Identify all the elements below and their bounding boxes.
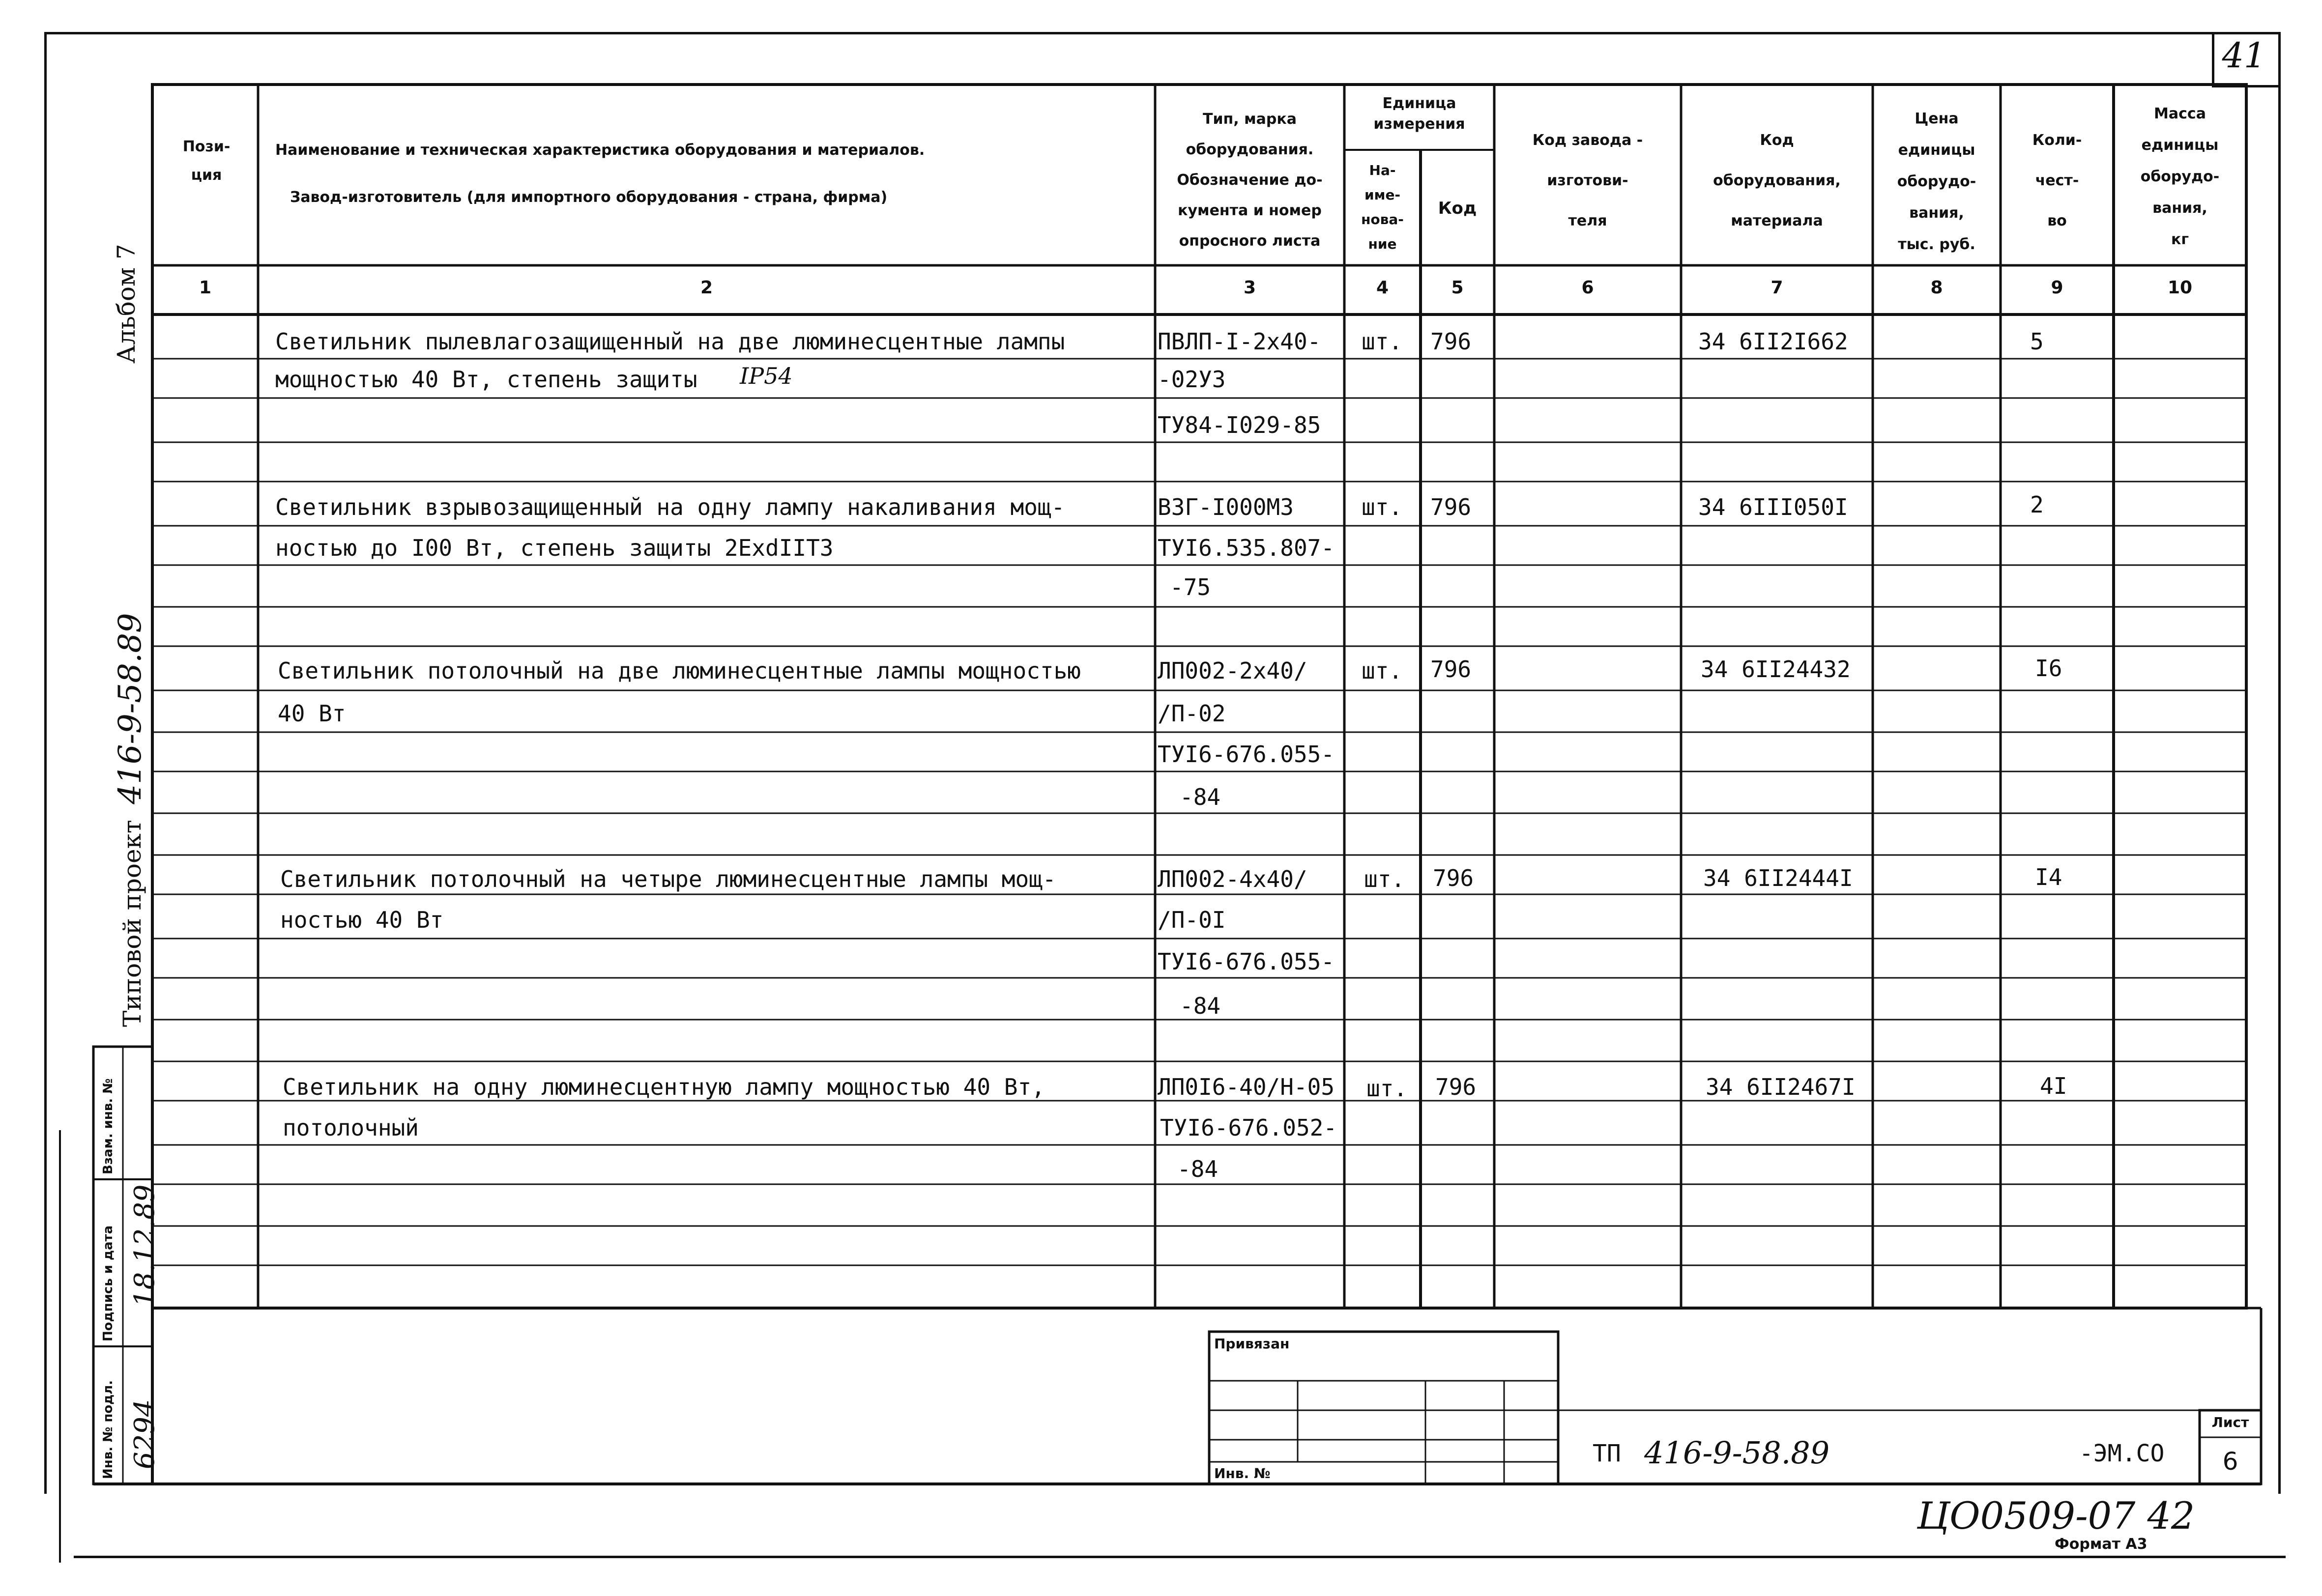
item-type-line: ТУI6-676.052- <box>1160 1114 1337 1141</box>
header-col8: Цена единицы оборудо- вания, тыс. руб. <box>1897 110 1976 253</box>
col-num-5: 5 <box>1451 278 1464 298</box>
item-name-line: потолочный <box>283 1114 419 1141</box>
item-type-line: -84 <box>1180 993 1221 1019</box>
item-type-line: /П-02 <box>1158 700 1226 727</box>
item-unit-code: 796 <box>1430 494 1472 520</box>
item-type-line: ЛП0I6-40/Н-05 <box>1158 1074 1335 1100</box>
item-unit-code: 796 <box>1430 328 1472 355</box>
stamp-inv-no: Инв. № <box>1214 1465 1271 1482</box>
item-quantity: I4 <box>2035 864 2062 890</box>
item-equipment-code: 34 6II24432 <box>1701 656 1851 683</box>
inv-value: 6294 <box>129 1399 161 1469</box>
item-equipment-code: 34 6II2I662 <box>1698 328 1848 355</box>
col-num-10: 10 <box>2167 278 2193 298</box>
header-col3: Тип, марка оборудования. Обозначение до- кумента и номер опросного листа <box>1177 111 1323 250</box>
item-unit: шт. <box>1366 1075 1408 1102</box>
item-name-line: ностью 40 Вт <box>280 907 444 933</box>
col-num-7: 7 <box>1771 278 1783 298</box>
item-type-line: -84 <box>1177 1156 1219 1182</box>
col-num-9: 9 <box>2051 278 2063 298</box>
item-type-line: -02УЗ <box>1158 366 1226 393</box>
header-col2: Наименование и техническая характеристика оборудования и материалов. Завод-изготовитель (для импортного оборудования - страна, фирма) <box>275 142 925 206</box>
header-col1: Пози- ция <box>182 138 231 184</box>
item-type-line: /П-0I <box>1158 907 1226 933</box>
item-equipment-code: 34 6II2467I <box>1706 1074 1856 1100</box>
header-col10: Масса единицы оборудо- вания, кг <box>2140 105 2220 248</box>
item-type-line: ВЗГ-I000МЗ <box>1158 494 1294 520</box>
item-quantity: 4I <box>2040 1073 2067 1099</box>
item-unit: шт. <box>1362 328 1403 355</box>
page-number: 41 <box>2222 35 2266 76</box>
item-type-line: ТУI6.535.807- <box>1158 535 1335 561</box>
item-equipment-code: 34 6III050I <box>1698 494 1848 520</box>
header-col7: Код оборудования, материала <box>1713 132 1841 229</box>
col-num-3: 3 <box>1243 278 1256 298</box>
item-type-line: ТУ84-I029-85 <box>1158 412 1321 438</box>
item-name-line: мощностью 40 Вт, степень защиты <box>275 366 697 393</box>
doc-code: 416-9-58.89 <box>1644 1435 1830 1471</box>
item-quantity: 5 <box>2030 328 2044 355</box>
doc-suffix: -ЭМ.СО <box>2079 1440 2165 1467</box>
item-quantity: 2 <box>2030 491 2044 518</box>
handwritten-code: ЦО0509-07 42 <box>1917 1494 2195 1538</box>
side-project-label: Типовой проект 416-9-58.89 <box>112 613 148 1027</box>
col-num-1: 1 <box>199 278 212 298</box>
item-type-line: ЛП002-4х40/ <box>1158 866 1307 892</box>
item-name-line: Светильник потолочный на четыре люминесцентные лампы мощ- <box>280 866 1056 892</box>
item-type-line: ТУI6-676.055- <box>1158 741 1335 768</box>
item-unit: шт. <box>1362 494 1403 520</box>
stamp-attached: Привязан <box>1214 1336 1290 1352</box>
col-num-8: 8 <box>1930 278 1943 298</box>
item-type-line: ПВЛП-I-2х40- <box>1158 328 1321 355</box>
item-name-line: Светильник пылевлагозащищенный на две люминесцентные лампы <box>275 328 1065 355</box>
item-type-line: ЛП002-2х40/ <box>1158 657 1307 684</box>
header-col6: Код завода - изготови- теля <box>1532 132 1643 229</box>
item-name-line: ностью до I00 Вт, степень защиты 2ExdIIТ3 <box>275 535 834 561</box>
header-col5: Код <box>1438 199 1477 218</box>
item-unit-code: 796 <box>1433 865 1474 891</box>
item-name-line: Светильник взрывозащищенный на одну лампу накаливания мощ- <box>275 494 1065 520</box>
field-sign-date: Подпись и дата <box>101 1225 116 1341</box>
header-col9: Коли- чест- во <box>2032 132 2082 229</box>
item-quantity: I6 <box>2035 655 2062 682</box>
item-unit: шт. <box>1362 657 1403 684</box>
format-label: Формат А3 <box>2055 1536 2148 1553</box>
col-num-4: 4 <box>1376 278 1389 298</box>
item-type-line: ТУI6-676.055- <box>1158 948 1335 975</box>
field-inv-orig: Инв. № подл. <box>101 1380 116 1479</box>
item-unit-code: 796 <box>1435 1074 1477 1100</box>
header-col45: Единица измерения <box>1373 95 1465 133</box>
item-type-line: -75 <box>1170 574 1211 600</box>
item-unit-code: 796 <box>1430 656 1472 683</box>
item-name-line: Светильник на одну люминесцентную лампу мощностью 40 Вт, <box>283 1074 1045 1100</box>
sheet-label: Лист <box>2211 1414 2249 1430</box>
item-unit: шт. <box>1364 866 1405 892</box>
item-type-line: -84 <box>1180 784 1221 810</box>
doc-prefix: ТП <box>1593 1440 1621 1467</box>
side-project-code: 416-9-58.89 <box>112 613 148 804</box>
side-album-label: Альбом 7 <box>112 244 141 364</box>
col-num-2: 2 <box>700 278 713 298</box>
item-equipment-code: 34 6II2444I <box>1703 865 1853 891</box>
item-name-line: 40 Вт <box>278 700 346 727</box>
field-replace-inv: Взам. инв. № <box>101 1078 116 1174</box>
item-name-extra: IP54 <box>740 363 793 389</box>
sign-date-value: 18.12.89 <box>129 1184 161 1307</box>
sheet-number: 6 <box>2222 1447 2238 1476</box>
header-col4: На- имe- нова- ние <box>1361 162 1404 252</box>
item-name-line: Светильник потолочный на две люминесцентные лампы мощностью <box>278 657 1081 684</box>
col-num-6: 6 <box>1581 278 1594 298</box>
